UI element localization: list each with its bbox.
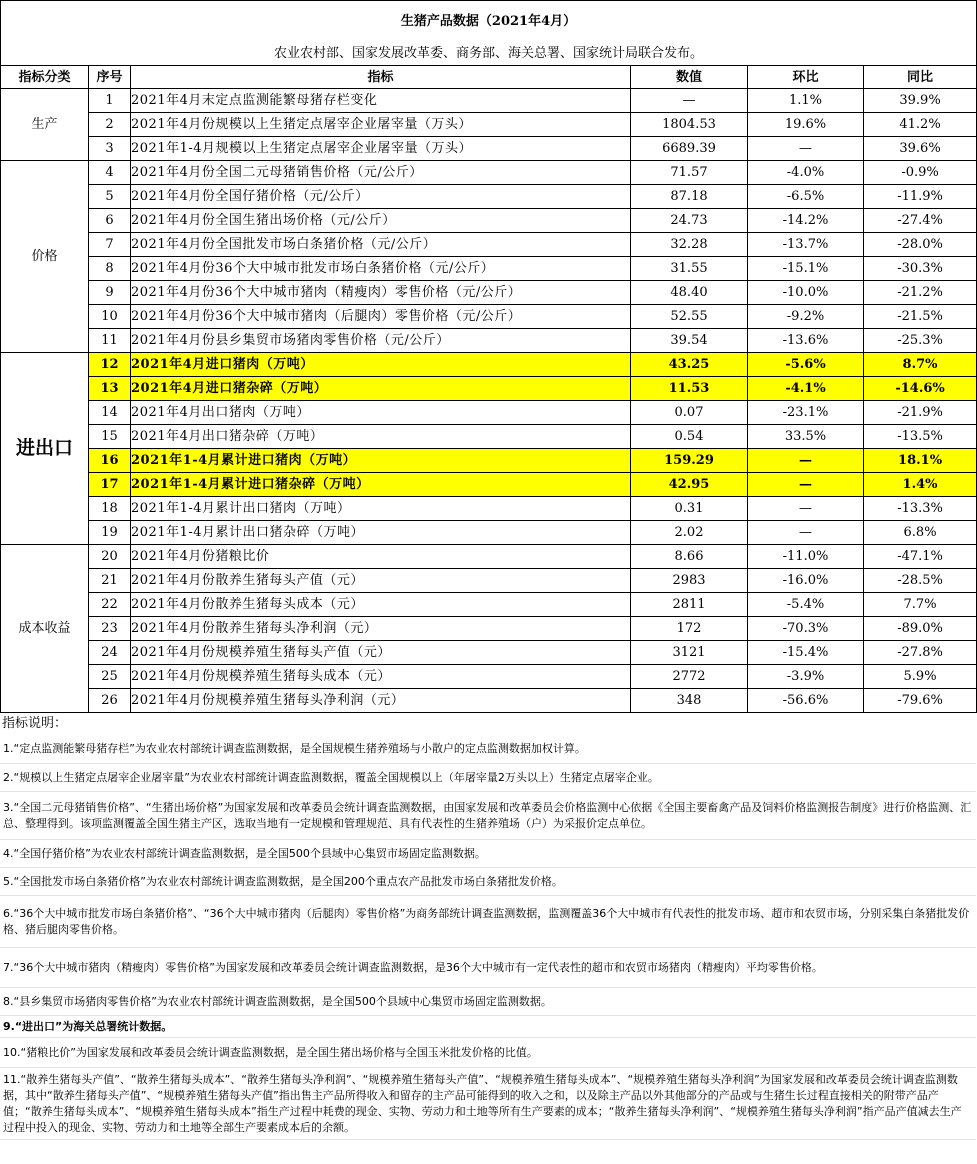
note-item [0,868,976,896]
value-cell: 2.02 [631,521,748,545]
value-cell: 172 [631,617,748,641]
note-text: 8.“县乡集贸市场猪肉零售价格”为农业农村部统计调查监测数据，是全国500个县域中心集贸市场固定监测数据。 [3,994,552,1008]
mom-cell: -15.4% [748,641,864,665]
seq-cell: 25 [89,665,131,689]
seq-cell: 21 [89,569,131,593]
note-item [0,1038,976,1068]
mom-cell: -9.2% [748,305,864,329]
seq-cell: 20 [89,545,131,569]
yoy-cell: 18.1% [864,449,977,473]
mom-cell: -3.9% [748,665,864,689]
table-row [1,401,977,425]
mom-cell: — [748,449,864,473]
header-seq: 序号 [89,66,131,89]
value-cell: 3121 [631,641,748,665]
indicator-cell: 2021年4月份36个大中城市猪肉（后腿肉）零售价格（元/公斤） [131,305,631,329]
value-cell: — [631,89,748,113]
table-row [1,497,977,521]
indicator-cell: 2021年4月出口猪杂碎（万吨） [131,425,631,449]
note-text: 4.“全国仔猪价格”为农业农村部统计调查监测数据，是全国500个县域中心集贸市场固定监测数据。 [3,846,486,860]
seq-cell: 13 [89,377,131,401]
yoy-cell: -21.2% [864,281,977,305]
indicator-cell: 2021年4月份全国二元母猪销售价格（元/公斤） [131,161,631,185]
mom-cell: -5.6% [748,353,864,377]
table-row [1,137,977,161]
page-title: 生猪产品数据（2021年4月） [1,1,977,42]
table-row [1,353,977,377]
mom-cell: — [748,473,864,497]
mom-cell: -16.0% [748,569,864,593]
indicator-cell: 2021年4月份散养生猪每头净利润（元） [131,617,631,641]
indicator-cell: 2021年4月份全国生猪出场价格（元/公斤） [131,209,631,233]
yoy-cell: -0.9% [864,161,977,185]
yoy-cell: -11.9% [864,185,977,209]
note-text: 1.“定点监测能繁母猪存栏”为农业农村部统计调查监测数据，是全国规模生猪养殖场与小散户的定点监测数据加权计算。 [3,741,586,755]
indicator-cell: 2021年1-4月规模以上生猪定点屠宰企业屠宰量（万头） [131,137,631,161]
value-cell: 8.66 [631,545,748,569]
value-cell: 0.31 [631,497,748,521]
indicator-cell: 2021年1-4月累计进口猪肉（万吨） [131,449,631,473]
value-cell: 32.28 [631,233,748,257]
value-cell: 39.54 [631,329,748,353]
indicator-cell: 2021年4月份规模养殖生猪每头产值（元） [131,641,631,665]
note-text: 7.“36个大中城市猪肉（精瘦肉）零售价格”为国家发展和改革委员会统计调查监测数据，是36个大中城市有一定代表性的超市和农贸市场猪肉（精瘦肉）平均零售价格。 [3,960,823,974]
value-cell: 52.55 [631,305,748,329]
seq-cell: 18 [89,497,131,521]
note-item [0,988,976,1016]
value-cell: 24.73 [631,209,748,233]
seq-cell: 5 [89,185,131,209]
mom-cell: -10.0% [748,281,864,305]
table-row [1,89,977,113]
seq-cell: 26 [89,689,131,713]
mom-cell: — [748,497,864,521]
value-cell: 71.57 [631,161,748,185]
header-yoy: 同比 [864,66,977,89]
yoy-cell: -47.1% [864,545,977,569]
seq-cell: 17 [89,473,131,497]
yoy-cell: -30.3% [864,257,977,281]
notes-title: 指标说明： [2,716,68,731]
table-row [1,209,977,233]
table-row [1,425,977,449]
mom-cell: -70.3% [748,617,864,641]
table-row [1,545,977,569]
table-row [1,569,977,593]
indicator-cell: 2021年4月份规模养殖生猪每头净利润（元） [131,689,631,713]
mom-cell: -4.0% [748,161,864,185]
note-item [0,734,976,764]
seq-cell: 22 [89,593,131,617]
mom-cell: 33.5% [748,425,864,449]
seq-cell: 15 [89,425,131,449]
table-row [1,641,977,665]
yoy-cell: 39.6% [864,137,977,161]
indicator-cell: 2021年4月进口猪肉（万吨） [131,353,631,377]
mom-cell: -5.4% [748,593,864,617]
yoy-cell: -13.3% [864,497,977,521]
yoy-cell: -27.4% [864,209,977,233]
indicator-cell: 2021年4月份散养生猪每头成本（元） [131,593,631,617]
table-row [1,593,977,617]
value-cell: 1804.53 [631,113,748,137]
indicator-cell: 2021年4月份县乡集贸市场猪肉零售价格（元/公斤） [131,329,631,353]
seq-cell: 10 [89,305,131,329]
yoy-cell: -28.5% [864,569,977,593]
table-row [1,281,977,305]
mom-cell: — [748,137,864,161]
yoy-cell: -89.0% [864,617,977,641]
yoy-cell: 5.9% [864,665,977,689]
yoy-cell: 1.4% [864,473,977,497]
note-item [0,792,976,840]
note-text: 10.“猪粮比价”为国家发展和改革委员会统计调查监测数据，是全国生猪出场价格与全国玉米批发价格的比值。 [3,1045,538,1059]
seq-cell: 14 [89,401,131,425]
seq-cell: 7 [89,233,131,257]
note-item [0,840,976,868]
table-row [1,329,977,353]
value-cell: 0.07 [631,401,748,425]
header-mom: 环比 [748,66,864,89]
table-row [1,473,977,497]
indicator-cell: 2021年4月份36个大中城市猪肉（精瘦肉）零售价格（元/公斤） [131,281,631,305]
indicator-cell: 2021年4月份规模以上生猪定点屠宰企业屠宰量（万头） [131,113,631,137]
note-item [0,1068,976,1140]
value-cell: 2772 [631,665,748,689]
mom-cell: -6.5% [748,185,864,209]
mom-cell: -11.0% [748,545,864,569]
table-row [1,185,977,209]
yoy-cell: -14.6% [864,377,977,401]
note-text: 9.“进出口”为海关总署统计数据。 [3,1019,173,1033]
yoy-cell: -27.8% [864,641,977,665]
value-cell: 31.55 [631,257,748,281]
value-cell: 87.18 [631,185,748,209]
note-text: 3.“全国二元母猪销售价格”、“生猪出场价格”为国家发展和改革委员会统计调查监测数据，由国家发展和改革委员会价格监测中心依据《全国主要畜禽产品及饲料价格监测报告制度》进行价格监测、汇总、整理得到。该项监测覆盖全国生猪主产区，选取当地有一定规模和管理规范、具有代表性的生猪养殖场（户）为采报价定点单位。 [3,800,972,830]
yoy-cell: -21.9% [864,401,977,425]
header-category: 指标分类 [1,66,89,89]
table-row [1,521,977,545]
seq-cell: 8 [89,257,131,281]
table-row [1,233,977,257]
note-text: 2.“规模以上生猪定点屠宰企业屠宰量”为农业农村部统计调查监测数据，覆盖全国规模以上（年屠宰量2万头以上）生猪定点屠宰企业。 [3,770,659,784]
yoy-cell: 8.7% [864,353,977,377]
indicator-cell: 2021年4月份猪粮比价 [131,545,631,569]
seq-cell: 9 [89,281,131,305]
yoy-cell: 7.7% [864,593,977,617]
mom-cell: 1.1% [748,89,864,113]
mom-cell: — [748,521,864,545]
yoy-cell: -13.5% [864,425,977,449]
value-cell: 48.40 [631,281,748,305]
indicator-cell: 2021年4月出口猪肉（万吨） [131,401,631,425]
indicator-cell: 2021年1-4月累计出口猪杂碎（万吨） [131,521,631,545]
note-item [0,1016,976,1038]
note-item [0,948,976,988]
category-cell: 成本收益 [1,545,89,713]
header-value: 数值 [631,66,748,89]
value-cell: 6689.39 [631,137,748,161]
yoy-cell: -25.3% [864,329,977,353]
yoy-cell: 39.9% [864,89,977,113]
seq-cell: 2 [89,113,131,137]
mom-cell: -14.2% [748,209,864,233]
table-row [1,665,977,689]
seq-cell: 16 [89,449,131,473]
value-cell: 2811 [631,593,748,617]
value-cell: 159.29 [631,449,748,473]
category-cell: 生产 [1,89,89,161]
note-item [0,896,976,948]
table-row [1,449,977,473]
value-cell: 42.95 [631,473,748,497]
mom-cell: 19.6% [748,113,864,137]
yoy-cell: 6.8% [864,521,977,545]
indicator-cell: 2021年4月份36个大中城市批发市场白条猪价格（元/公斤） [131,257,631,281]
indicator-cell: 2021年4月份散养生猪每头产值（元） [131,569,631,593]
table-row [1,305,977,329]
value-cell: 43.25 [631,353,748,377]
seq-cell: 19 [89,521,131,545]
mom-cell: -13.6% [748,329,864,353]
indicator-cell: 2021年4月进口猪杂碎（万吨） [131,377,631,401]
yoy-cell: -79.6% [864,689,977,713]
indicator-cell: 2021年4月份全国批发市场白条猪价格（元/公斤） [131,233,631,257]
header-indicator: 指标 [131,66,631,89]
table-row [1,161,977,185]
notes-section [0,713,976,1140]
yoy-cell: -28.0% [864,233,977,257]
mom-cell: -13.7% [748,233,864,257]
indicator-cell: 2021年1-4月累计进口猪杂碎（万吨） [131,473,631,497]
yoy-cell: 41.2% [864,113,977,137]
note-text: 6.“36个大中城市批发市场白条猪价格”、“36个大中城市猪肉（后腿肉）零售价格”为商务部统计调查监测数据，监测覆盖36个大中城市有代表性的批发市场、超市和农贸市场，分别采集白条猪批发价格、猪后腿肉零售价格。 [3,906,970,936]
value-cell: 2983 [631,569,748,593]
value-cell: 0.54 [631,425,748,449]
mom-cell: -15.1% [748,257,864,281]
table-row [1,377,977,401]
seq-cell: 1 [89,89,131,113]
category-cell: 价格 [1,161,89,353]
table-row [1,113,977,137]
indicator-cell: 2021年1-4月累计出口猪肉（万吨） [131,497,631,521]
value-cell: 11.53 [631,377,748,401]
seq-cell: 12 [89,353,131,377]
header-row [1,66,977,89]
note-text: 5.“全国批发市场白条猪价格”为农业农村部统计调查监测数据，是全国200个重点农产品批发市场白条猪批发价格。 [3,874,563,888]
seq-cell: 6 [89,209,131,233]
category-cell: 进出口 [1,353,89,545]
value-cell: 348 [631,689,748,713]
indicator-cell: 2021年4月份全国仔猪价格（元/公斤） [131,185,631,209]
table-row [1,617,977,641]
yoy-cell: -21.5% [864,305,977,329]
note-item [0,764,976,792]
seq-cell: 4 [89,161,131,185]
seq-cell: 24 [89,641,131,665]
indicator-cell: 2021年4月末定点监测能繁母猪存栏变化 [131,89,631,113]
table-row [1,689,977,713]
seq-cell: 11 [89,329,131,353]
note-text: 11.“散养生猪每头产值”、“散养生猪每头成本”、“散养生猪每头净利润”、“规模养殖生猪每头产值”、“规模养殖生猪每头成本”、“规模养殖生猪每头净利润”为国家发展和改革委员会统计调查监测数据，其中“散养生猪每头产值”、“规模养殖生猪每头产值”指出售主产品所得收入和留存的主产品可能得到的收入之和，以及除主产品以外其他部分的产品或与生猪生长过程直接相关的附带产品产值；“散养生猪每头成本”、“规模养殖生猪每头成本”指生产过程中耗费的现金、实物、劳动力和土地等所有生产要素的成本；“散养生猪每头净利润”、“规模养殖生猪每头净利润”指产品产值减去生产过程中投入的现金、实物、劳动力和土地等全部生产要素成本后的余额。 [3,1072,962,1134]
mom-cell: -23.1% [748,401,864,425]
mom-cell: -56.6% [748,689,864,713]
subtitle: 农业农村部、国家发展改革委、商务部、海关总署、国家统计局联合发布。 [1,41,977,66]
mom-cell: -4.1% [748,377,864,401]
table-row [1,257,977,281]
seq-cell: 3 [89,137,131,161]
seq-cell: 23 [89,617,131,641]
indicator-cell: 2021年4月份规模养殖生猪每头成本（元） [131,665,631,689]
